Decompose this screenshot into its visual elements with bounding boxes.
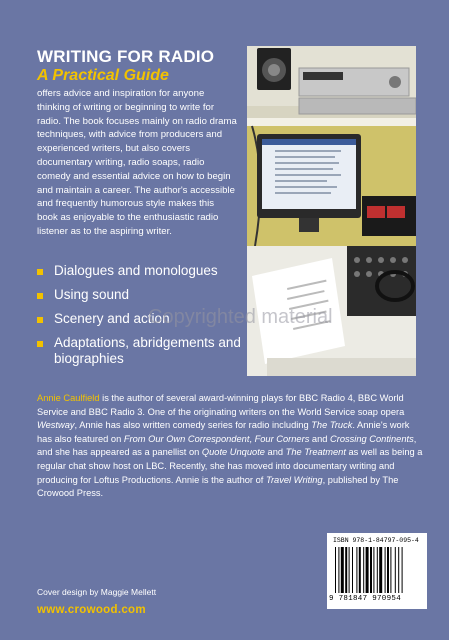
- barcode-bar: [390, 547, 391, 593]
- topic-item: [37, 287, 252, 303]
- bullet-square-icon: [37, 341, 43, 347]
- isbn-barcode: [327, 533, 427, 609]
- bio-title-the-treatment: The Treatment: [285, 447, 346, 458]
- barcode-bar: [377, 547, 378, 593]
- bio-title-travel-writing: Travel Writing: [265, 474, 323, 485]
- bio-text: as well as being a regular chat show host on LBC. Recently, she has moved into documentary writing and producing for Loftus Productions. Annie is the author of: [37, 447, 423, 485]
- barcode-bar: [395, 547, 396, 593]
- bio-text: . Annie's work has also featured on: [37, 420, 410, 444]
- book-title: WRITING FOR RADIO: [37, 47, 215, 66]
- author-bio: [37, 392, 427, 501]
- bio-title-westway: Westway: [37, 420, 75, 431]
- barcode-bar: [379, 547, 382, 593]
- barcode-bar: [373, 547, 374, 593]
- bullet-square-icon: [37, 293, 43, 299]
- barcode-bar: [341, 547, 344, 593]
- book-subtitle: A Practical Guide: [37, 67, 169, 84]
- bio-title-crossing-continents: Crossing Continents: [330, 433, 414, 444]
- bio-text: is the author of several award-winning plays for BBC Radio 4, BBC World Service and BBC Radio 3. One of the originating writers on the World Service soap opera: [37, 393, 405, 417]
- barcode-bar: [366, 547, 369, 593]
- bio-title-the-truck: The Truck: [311, 420, 353, 431]
- author-name: Annie Caulfield: [37, 393, 100, 403]
- bio-text: , Annie has also written comedy series for radio including: [74, 420, 312, 431]
- barcode-bar: [387, 547, 389, 593]
- bio-text: ,: [249, 433, 255, 444]
- bio-title-fooc: From Our Own Correspondent: [123, 433, 250, 444]
- bio-title-quote-unquote: Quote Unquote: [201, 447, 265, 458]
- barcode-bar: [370, 547, 372, 593]
- barcode-bar: [385, 547, 386, 593]
- cover-design-credit: Cover design by Maggie Mellett: [37, 587, 157, 597]
- bio-text: , published by The Crowood Press.: [37, 474, 399, 499]
- bio-text: and: [309, 433, 331, 444]
- topic-item: [37, 335, 252, 367]
- barcode-bar: [363, 547, 364, 593]
- topic-label: Using sound: [54, 287, 130, 302]
- barcode-digits: 9 781847 970954: [329, 595, 402, 603]
- barcode-bar: [352, 547, 353, 593]
- isbn-label: ISBN 978-1-84797-095-4: [333, 537, 419, 544]
- barcode-bar: [398, 547, 399, 593]
- barcode-bar: [338, 547, 339, 593]
- topic-item: [37, 263, 252, 279]
- topic-label: Dialogues and monologues: [54, 263, 218, 278]
- barcode-bar: [345, 547, 347, 593]
- bio-text: and: [264, 447, 286, 458]
- barcode-bar: [402, 547, 403, 593]
- copyright-watermark: Copyrighted material: [148, 306, 333, 328]
- barcode-bar: [359, 547, 361, 593]
- barcode-bar: [349, 547, 350, 593]
- barcode-icon: [333, 547, 421, 595]
- bullet-square-icon: [37, 269, 43, 275]
- topic-label: Scenery and action: [54, 311, 170, 326]
- book-blurb: offers advice and inspiration for anyone thinking of writing or beginning to write for radio. The book focuses mainly on radio drama techniques, with advice from producers and experienced writers, but also covers documentary writing, radio soaps, radio comedy and essential advice on how to begin and maintain a career. The author's accessible and frequently humorous style makes this book as enjoyable to the enthusiastic radio listener as to the aspiring writer.: [37, 88, 237, 237]
- barcode-bar: [356, 547, 357, 593]
- bio-title-four-corners: Four Corners: [254, 433, 310, 444]
- topic-label: Adaptations, abridgements and biographies: [54, 335, 241, 366]
- bullet-square-icon: [37, 317, 43, 323]
- barcode-bar: [335, 547, 336, 593]
- bio-text: , and she has appeared as a panellist on: [37, 433, 417, 458]
- publisher-website: www.crowood.com: [37, 604, 146, 616]
